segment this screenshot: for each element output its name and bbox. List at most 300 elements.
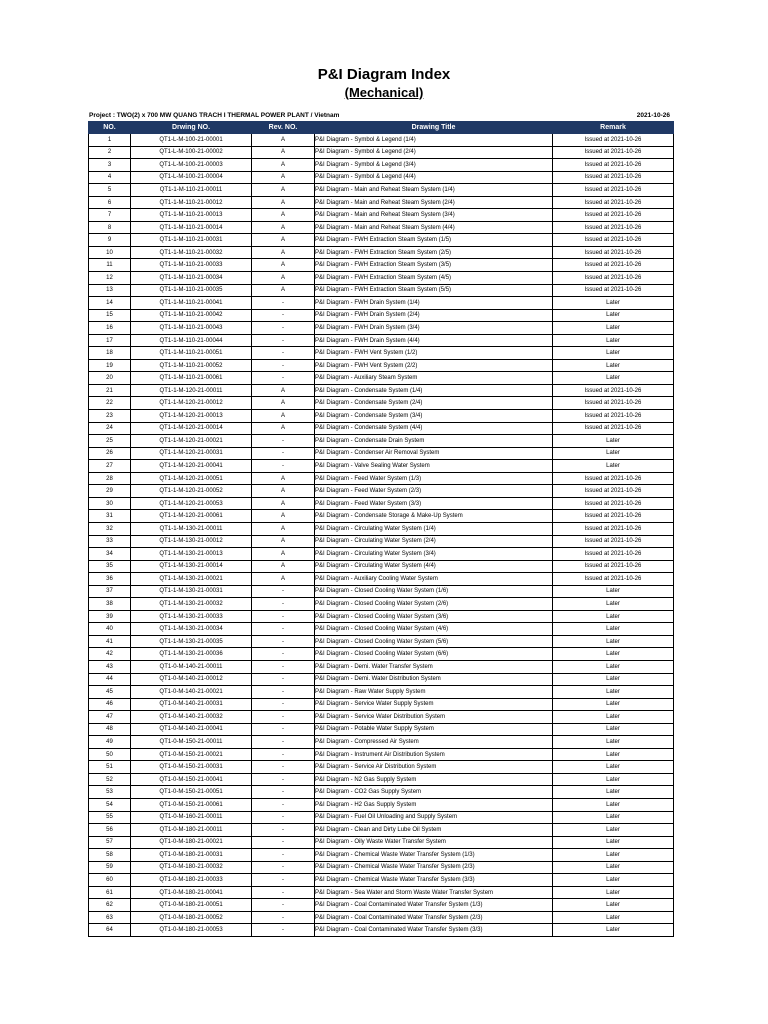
cell-no: 53 — [89, 786, 131, 799]
cell-rev-no: - — [252, 748, 315, 761]
cell-rev-no: - — [252, 798, 315, 811]
table-row — [89, 635, 674, 648]
cell-no: 13 — [89, 284, 131, 297]
cell-no: 50 — [89, 748, 131, 761]
cell-drawing-no: QT1-1-M-110-21-00061 — [131, 372, 252, 385]
cell-drawing-title: P&I Diagram - Auxiliary Steam System — [315, 372, 553, 385]
cell-rev-no: - — [252, 698, 315, 711]
cell-drawing-title: P&I Diagram - Closed Cooling Water System (4/6) — [315, 623, 553, 636]
cell-remark: Later — [553, 372, 674, 385]
cell-rev-no: - — [252, 686, 315, 699]
table-row — [89, 422, 674, 435]
cell-drawing-no: QT1-0-M-180-21-00051 — [131, 899, 252, 912]
cell-drawing-title: P&I Diagram - Condensate System (3/4) — [315, 410, 553, 423]
cell-no: 3 — [89, 159, 131, 172]
cell-drawing-title: P&I Diagram - Service Air Distribution System — [315, 761, 553, 774]
cell-no: 52 — [89, 773, 131, 786]
cell-drawing-title: P&I Diagram - FWH Vent System (1/2) — [315, 347, 553, 360]
cell-remark: Later — [553, 322, 674, 335]
project-name: Project : TWO(2) x 700 MW QUANG TRACH I THERMAL POWER PLANT / Vietnam — [89, 112, 340, 119]
cell-remark: Issued at 2021-10-26 — [553, 573, 674, 586]
cell-no: 51 — [89, 761, 131, 774]
cell-drawing-no: QT1-0-M-140-21-00041 — [131, 723, 252, 736]
cell-rev-no: A — [252, 472, 315, 485]
cell-drawing-title: P&I Diagram - Circulating Water System (2/4) — [315, 535, 553, 548]
cell-remark: Issued at 2021-10-26 — [553, 284, 674, 297]
cell-no: 12 — [89, 272, 131, 285]
cell-drawing-title: P&I Diagram - Closed Cooling Water System (5/6) — [315, 635, 553, 648]
cell-no: 16 — [89, 322, 131, 335]
cell-rev-no: - — [252, 824, 315, 837]
cell-no: 54 — [89, 798, 131, 811]
cell-remark: Issued at 2021-10-26 — [553, 522, 674, 535]
cell-no: 41 — [89, 635, 131, 648]
cell-drawing-title: P&I Diagram - Condensate Storage & Make-Up System — [315, 510, 553, 523]
cell-drawing-no: QT1-0-M-180-21-00033 — [131, 874, 252, 887]
cell-remark: Issued at 2021-10-26 — [553, 422, 674, 435]
cell-remark: Later — [553, 610, 674, 623]
cell-drawing-no: QT1-1-M-110-21-00052 — [131, 359, 252, 372]
cell-remark: Later — [553, 297, 674, 310]
cell-drawing-no: QT1-1-M-110-21-00033 — [131, 259, 252, 272]
table-row — [89, 723, 674, 736]
cell-no: 22 — [89, 397, 131, 410]
cell-no: 42 — [89, 648, 131, 661]
cell-remark: Issued at 2021-10-26 — [553, 472, 674, 485]
cell-drawing-title: P&I Diagram - FWH Drain System (1/4) — [315, 297, 553, 310]
table-row — [89, 874, 674, 887]
cell-no: 19 — [89, 359, 131, 372]
cell-drawing-title: P&I Diagram - Coal Contaminated Water Transfer System (2/3) — [315, 911, 553, 924]
cell-rev-no: - — [252, 297, 315, 310]
cell-drawing-no: QT1-1-M-130-21-00031 — [131, 585, 252, 598]
cell-drawing-no: QT1-0-M-150-21-00011 — [131, 736, 252, 749]
cell-rev-no: A — [252, 159, 315, 172]
cell-drawing-no: QT1-0-M-140-21-00031 — [131, 698, 252, 711]
cell-drawing-title: P&I Diagram - FWH Vent System (2/2) — [315, 359, 553, 372]
cell-drawing-no: QT1-1-M-130-21-00034 — [131, 623, 252, 636]
table-row — [89, 849, 674, 862]
cell-rev-no: - — [252, 598, 315, 611]
table-row — [89, 573, 674, 586]
table-row — [89, 447, 674, 460]
cell-remark: Later — [553, 648, 674, 661]
table-row — [89, 736, 674, 749]
cell-remark: Later — [553, 773, 674, 786]
table-row — [89, 134, 674, 147]
cell-rev-no: - — [252, 761, 315, 774]
cell-drawing-title: P&I Diagram - Circulating Water System (4/4) — [315, 560, 553, 573]
cell-drawing-title: P&I Diagram - Service Water Distribution System — [315, 711, 553, 724]
header-rev-no: Rev. NO. — [252, 122, 315, 134]
cell-rev-no: - — [252, 347, 315, 360]
cell-drawing-no: QT1-0-M-180-21-00011 — [131, 824, 252, 837]
table-row — [89, 347, 674, 360]
cell-remark: Later — [553, 911, 674, 924]
cell-drawing-no: QT1-1-M-110-21-00041 — [131, 297, 252, 310]
table-row — [89, 836, 674, 849]
drawing-index-table — [88, 121, 674, 937]
cell-remark: Later — [553, 748, 674, 761]
cell-rev-no: - — [252, 899, 315, 912]
cell-no: 8 — [89, 221, 131, 234]
cell-drawing-title: P&I Diagram - FWH Drain System (2/4) — [315, 309, 553, 322]
table-row — [89, 899, 674, 912]
cell-drawing-no: QT1-1-M-110-21-00044 — [131, 334, 252, 347]
cell-rev-no: - — [252, 585, 315, 598]
cell-remark: Later — [553, 686, 674, 699]
cell-drawing-no: QT1-1-M-130-21-00035 — [131, 635, 252, 648]
cell-drawing-no: QT1-1-M-120-21-00031 — [131, 447, 252, 460]
cell-drawing-no: QT1-1-M-110-21-00035 — [131, 284, 252, 297]
cell-no: 36 — [89, 573, 131, 586]
cell-drawing-title: P&I Diagram - Compressed Air System — [315, 736, 553, 749]
cell-drawing-no: QT1-0-M-180-21-00021 — [131, 836, 252, 849]
cell-rev-no: - — [252, 447, 315, 460]
header-drawing-title: Drawing Title — [315, 122, 553, 134]
cell-remark: Later — [553, 723, 674, 736]
cell-remark: Later — [553, 924, 674, 937]
cell-no: 38 — [89, 598, 131, 611]
cell-drawing-title: P&I Diagram - Chemical Waste Water Transfer System (1/3) — [315, 849, 553, 862]
cell-rev-no: - — [252, 773, 315, 786]
table-row — [89, 748, 674, 761]
cell-remark: Later — [553, 660, 674, 673]
cell-remark: Later — [553, 635, 674, 648]
cell-remark: Later — [553, 698, 674, 711]
cell-rev-no: - — [252, 610, 315, 623]
cell-rev-no: - — [252, 924, 315, 937]
table-row — [89, 196, 674, 209]
cell-rev-no: A — [252, 548, 315, 561]
cell-rev-no: A — [252, 560, 315, 573]
table-row — [89, 786, 674, 799]
cell-no: 5 — [89, 184, 131, 197]
cell-drawing-no: QT1-0-M-150-21-00021 — [131, 748, 252, 761]
table-row — [89, 410, 674, 423]
cell-rev-no: A — [252, 184, 315, 197]
table-row — [89, 911, 674, 924]
cell-no: 60 — [89, 874, 131, 887]
cell-rev-no: - — [252, 849, 315, 862]
cell-no: 30 — [89, 497, 131, 510]
cell-remark: Issued at 2021-10-26 — [553, 221, 674, 234]
cell-no: 63 — [89, 911, 131, 924]
table-row — [89, 824, 674, 837]
cell-no: 35 — [89, 560, 131, 573]
cell-no: 48 — [89, 723, 131, 736]
cell-rev-no: - — [252, 372, 315, 385]
cell-drawing-title: P&I Diagram - Symbol & Legend (4/4) — [315, 171, 553, 184]
table-row — [89, 535, 674, 548]
cell-drawing-no: QT1-L-M-100-21-00004 — [131, 171, 252, 184]
cell-drawing-no: QT1-L-M-100-21-00002 — [131, 146, 252, 159]
cell-no: 57 — [89, 836, 131, 849]
cell-drawing-no: QT1-0-M-150-21-00031 — [131, 761, 252, 774]
cell-no: 33 — [89, 535, 131, 548]
header-no: NO. — [89, 122, 131, 134]
cell-drawing-title: P&I Diagram - Raw Water Supply System — [315, 686, 553, 699]
cell-drawing-title: P&I Diagram - Instrument Air Distribution System — [315, 748, 553, 761]
cell-rev-no: - — [252, 435, 315, 448]
cell-remark: Later — [553, 786, 674, 799]
table-row — [89, 485, 674, 498]
cell-drawing-no: QT1-1-M-110-21-00034 — [131, 272, 252, 285]
cell-rev-no: A — [252, 209, 315, 222]
cell-rev-no: A — [252, 497, 315, 510]
cell-drawing-no: QT1-1-M-120-21-00013 — [131, 410, 252, 423]
table-row — [89, 259, 674, 272]
cell-drawing-title: P&I Diagram - Valve Sealing Water System — [315, 460, 553, 473]
cell-no: 4 — [89, 171, 131, 184]
cell-rev-no: A — [252, 272, 315, 285]
cell-no: 64 — [89, 924, 131, 937]
cell-drawing-no: QT1-0-M-180-21-00053 — [131, 924, 252, 937]
cell-rev-no: - — [252, 836, 315, 849]
cell-rev-no: - — [252, 648, 315, 661]
cell-drawing-title: P&I Diagram - FWH Extraction Steam System (1/5) — [315, 234, 553, 247]
table-row — [89, 460, 674, 473]
cell-no: 25 — [89, 435, 131, 448]
cell-drawing-no: QT1-0-M-180-21-00052 — [131, 911, 252, 924]
cell-rev-no: - — [252, 886, 315, 899]
cell-drawing-no: QT1-L-M-100-21-00001 — [131, 134, 252, 147]
table-row — [89, 711, 674, 724]
cell-remark: Issued at 2021-10-26 — [553, 246, 674, 259]
cell-remark: Later — [553, 598, 674, 611]
cell-no: 37 — [89, 585, 131, 598]
cell-remark: Issued at 2021-10-26 — [553, 272, 674, 285]
cell-rev-no: A — [252, 196, 315, 209]
cell-drawing-title: P&I Diagram - Feed Water System (1/3) — [315, 472, 553, 485]
table-row — [89, 472, 674, 485]
cell-drawing-title: P&I Diagram - Sea Water and Storm Waste Water Transfer System — [315, 886, 553, 899]
cell-drawing-title: P&I Diagram - Condenser Air Removal System — [315, 447, 553, 460]
table-row — [89, 798, 674, 811]
cell-drawing-title: P&I Diagram - Main and Reheat Steam System (3/4) — [315, 209, 553, 222]
table-row — [89, 221, 674, 234]
header-remark: Remark — [553, 122, 674, 134]
cell-remark: Issued at 2021-10-26 — [553, 159, 674, 172]
cell-remark: Issued at 2021-10-26 — [553, 548, 674, 561]
cell-rev-no: A — [252, 221, 315, 234]
cell-remark: Later — [553, 886, 674, 899]
cell-no: 59 — [89, 861, 131, 874]
cell-drawing-no: QT1-1-M-120-21-00061 — [131, 510, 252, 523]
cell-rev-no: A — [252, 146, 315, 159]
cell-drawing-title: P&I Diagram - Circulating Water System (1/4) — [315, 522, 553, 535]
table-row — [89, 522, 674, 535]
page-subtitle: (Mechanical) — [344, 85, 424, 100]
cell-rev-no: - — [252, 711, 315, 724]
cell-drawing-no: QT1-1-M-110-21-00013 — [131, 209, 252, 222]
cell-drawing-no: QT1-0-M-180-21-00031 — [131, 849, 252, 862]
cell-no: 1 — [89, 134, 131, 147]
cell-drawing-no: QT1-0-M-140-21-00011 — [131, 660, 252, 673]
cell-drawing-no: QT1-1-M-130-21-00012 — [131, 535, 252, 548]
cell-no: 32 — [89, 522, 131, 535]
cell-drawing-no: QT1-1-M-110-21-00011 — [131, 184, 252, 197]
cell-drawing-no: QT1-1-M-130-21-00032 — [131, 598, 252, 611]
cell-drawing-title: P&I Diagram - FWH Extraction Steam System (4/5) — [315, 272, 553, 285]
cell-drawing-title: P&I Diagram - Coal Contaminated Water Transfer System (3/3) — [315, 924, 553, 937]
cell-remark: Later — [553, 736, 674, 749]
cell-rev-no: A — [252, 284, 315, 297]
cell-rev-no: A — [252, 134, 315, 147]
cell-no: 27 — [89, 460, 131, 473]
cell-drawing-no: QT1-1-M-120-21-00021 — [131, 435, 252, 448]
cell-rev-no: A — [252, 510, 315, 523]
cell-drawing-title: P&I Diagram - Closed Cooling Water System (1/6) — [315, 585, 553, 598]
cell-drawing-no: QT1-1-M-110-21-00032 — [131, 246, 252, 259]
cell-remark: Later — [553, 585, 674, 598]
cell-drawing-title: P&I Diagram - Closed Cooling Water System (2/6) — [315, 598, 553, 611]
cell-remark: Later — [553, 460, 674, 473]
cell-no: 14 — [89, 297, 131, 310]
cell-drawing-title: P&I Diagram - Circulating Water System (3/4) — [315, 548, 553, 561]
cell-rev-no: - — [252, 334, 315, 347]
cell-remark: Later — [553, 309, 674, 322]
cell-rev-no: A — [252, 259, 315, 272]
cell-rev-no: - — [252, 736, 315, 749]
cell-rev-no: - — [252, 786, 315, 799]
cell-no: 17 — [89, 334, 131, 347]
cell-no: 20 — [89, 372, 131, 385]
cell-remark: Later — [553, 836, 674, 849]
cell-remark: Issued at 2021-10-26 — [553, 535, 674, 548]
cell-drawing-no: QT1-1-M-130-21-00011 — [131, 522, 252, 535]
cell-no: 62 — [89, 899, 131, 912]
cell-remark: Later — [553, 673, 674, 686]
cell-drawing-title: P&I Diagram - Feed Water System (3/3) — [315, 497, 553, 510]
cell-drawing-no: QT1-1-M-120-21-00052 — [131, 485, 252, 498]
cell-rev-no: - — [252, 673, 315, 686]
cell-drawing-title: P&I Diagram - N2 Gas Supply System — [315, 773, 553, 786]
cell-drawing-title: P&I Diagram - FWH Extraction Steam System (5/5) — [315, 284, 553, 297]
table-row — [89, 384, 674, 397]
cell-rev-no: - — [252, 874, 315, 887]
cell-drawing-no: QT1-1-M-130-21-00036 — [131, 648, 252, 661]
cell-remark: Later — [553, 761, 674, 774]
cell-drawing-title: P&I Diagram - Auxiliary Cooling Water System — [315, 573, 553, 586]
cell-remark: Later — [553, 359, 674, 372]
cell-drawing-title: P&I Diagram - Condensate System (1/4) — [315, 384, 553, 397]
table-row — [89, 623, 674, 636]
cell-drawing-title: P&I Diagram - Symbol & Legend (3/4) — [315, 159, 553, 172]
cell-drawing-no: QT1-0-M-140-21-00012 — [131, 673, 252, 686]
cell-rev-no: - — [252, 460, 315, 473]
cell-drawing-title: P&I Diagram - Chemical Waste Water Transfer System (3/3) — [315, 874, 553, 887]
cell-rev-no: A — [252, 246, 315, 259]
table-row — [89, 698, 674, 711]
cell-remark: Issued at 2021-10-26 — [553, 196, 674, 209]
table-row — [89, 234, 674, 247]
table-row — [89, 598, 674, 611]
table-body — [89, 134, 674, 937]
cell-rev-no: - — [252, 811, 315, 824]
table-row — [89, 184, 674, 197]
cell-remark: Issued at 2021-10-26 — [553, 510, 674, 523]
table-row — [89, 497, 674, 510]
cell-drawing-title: P&I Diagram - FWH Extraction Steam System (3/5) — [315, 259, 553, 272]
cell-rev-no: - — [252, 322, 315, 335]
cell-drawing-title: P&I Diagram - Service Water Supply System — [315, 698, 553, 711]
cell-no: 26 — [89, 447, 131, 460]
cell-drawing-no: QT1-0-M-140-21-00032 — [131, 711, 252, 724]
cell-no: 44 — [89, 673, 131, 686]
table-row — [89, 686, 674, 699]
cell-no: 10 — [89, 246, 131, 259]
cell-rev-no: - — [252, 359, 315, 372]
cell-remark: Issued at 2021-10-26 — [553, 384, 674, 397]
table-row — [89, 510, 674, 523]
cell-no: 58 — [89, 849, 131, 862]
table-row — [89, 272, 674, 285]
page-title: P&I Diagram Index — [317, 66, 451, 83]
cell-rev-no: - — [252, 861, 315, 874]
cell-remark: Issued at 2021-10-26 — [553, 171, 674, 184]
cell-rev-no: A — [252, 485, 315, 498]
table-row — [89, 246, 674, 259]
table-row — [89, 761, 674, 774]
cell-drawing-no: QT1-1-M-110-21-00012 — [131, 196, 252, 209]
cell-drawing-title: P&I Diagram - Oily Waste Water Transfer System — [315, 836, 553, 849]
issue-date: 2021-10-26 — [636, 112, 670, 119]
cell-drawing-title: P&I Diagram - Chemical Waste Water Transfer System (2/3) — [315, 861, 553, 874]
table-row — [89, 159, 674, 172]
cell-drawing-no: QT1-1-M-110-21-00042 — [131, 309, 252, 322]
cell-remark: Later — [553, 824, 674, 837]
cell-rev-no: A — [252, 171, 315, 184]
cell-rev-no: - — [252, 660, 315, 673]
table-row — [89, 397, 674, 410]
cell-no: 23 — [89, 410, 131, 423]
cell-drawing-title: P&I Diagram - Closed Cooling Water System (3/6) — [315, 610, 553, 623]
cell-drawing-title: P&I Diagram - Fuel Oil Unloading and Supply System — [315, 811, 553, 824]
cell-no: 61 — [89, 886, 131, 899]
cell-remark: Issued at 2021-10-26 — [553, 560, 674, 573]
cell-no: 18 — [89, 347, 131, 360]
cell-remark: Later — [553, 447, 674, 460]
table-row — [89, 309, 674, 322]
cell-remark: Later — [553, 798, 674, 811]
cell-remark: Later — [553, 347, 674, 360]
table-row — [89, 297, 674, 310]
cell-drawing-title: P&I Diagram - Closed Cooling Water System (6/6) — [315, 648, 553, 661]
cell-drawing-no: QT1-1-M-110-21-00031 — [131, 234, 252, 247]
cell-no: 56 — [89, 824, 131, 837]
cell-rev-no: A — [252, 397, 315, 410]
cell-no: 7 — [89, 209, 131, 222]
cell-drawing-no: QT1-1-M-110-21-00051 — [131, 347, 252, 360]
cell-drawing-title: P&I Diagram - Demi. Water Distribution System — [315, 673, 553, 686]
cell-remark: Later — [553, 435, 674, 448]
cell-drawing-title: P&I Diagram - H2 Gas Supply System — [315, 798, 553, 811]
cell-rev-no: - — [252, 723, 315, 736]
cell-drawing-title: P&I Diagram - Clean and Dirty Lube Oil System — [315, 824, 553, 837]
cell-drawing-no: QT1-0-M-150-21-00051 — [131, 786, 252, 799]
cell-no: 28 — [89, 472, 131, 485]
cell-no: 6 — [89, 196, 131, 209]
cell-remark: Later — [553, 849, 674, 862]
table-row — [89, 811, 674, 824]
cell-remark: Later — [553, 874, 674, 887]
cell-rev-no: - — [252, 635, 315, 648]
cell-no: 39 — [89, 610, 131, 623]
cell-no: 47 — [89, 711, 131, 724]
cell-drawing-title: P&I Diagram - FWH Drain System (4/4) — [315, 334, 553, 347]
header-drawing-no: Drwing NO. — [131, 122, 252, 134]
